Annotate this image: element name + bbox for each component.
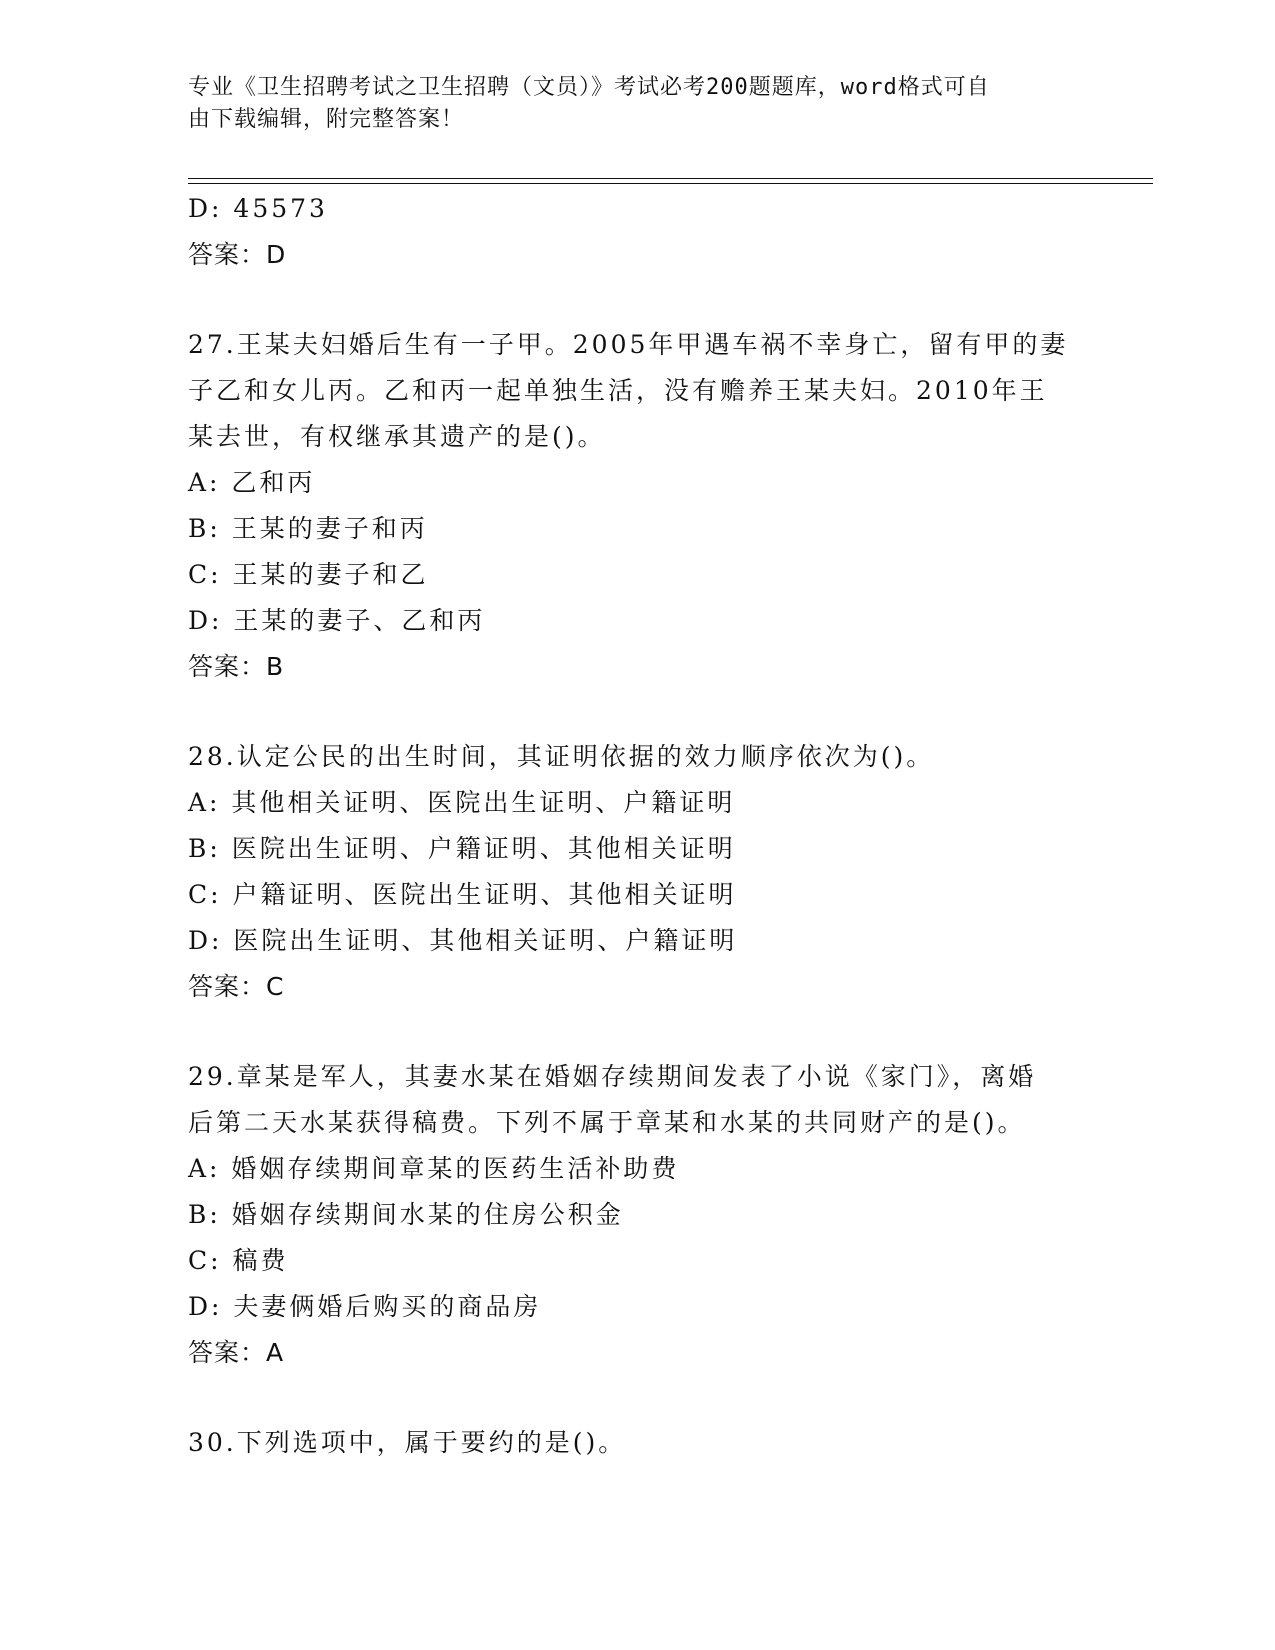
option-c: C: 户籍证明、医院出生证明、其他相关证明 xyxy=(188,880,737,909)
header-divider-bottom xyxy=(188,183,1153,184)
question-stem: 某去世，有权继承其遗产的是()。 xyxy=(188,422,606,451)
question-27 xyxy=(188,322,1088,690)
option-c: C: 王某的妻子和乙 xyxy=(188,560,429,589)
option-d: D: 王某的妻子、乙和丙 xyxy=(188,606,486,635)
option-c: C: 稿费 xyxy=(188,1246,289,1275)
option-b: B: 医院出生证明、户籍证明、其他相关证明 xyxy=(188,834,736,863)
question-stem: 子乙和女儿丙。乙和丙一起单独生活，没有赡养王某夫妇。2010年王 xyxy=(188,376,1048,405)
option-a: A: 其他相关证明、医院出生证明、户籍证明 xyxy=(188,788,736,817)
answer-line: 答案：D xyxy=(188,240,287,269)
previous-question-tail xyxy=(188,186,1088,278)
question-29 xyxy=(188,1054,1088,1376)
option-d: D: 医院出生证明、其他相关证明、户籍证明 xyxy=(188,926,738,955)
question-stem: 后第二天水某获得稿费。下列不属于章某和水某的共同财产的是()。 xyxy=(188,1108,1026,1137)
question-list xyxy=(188,186,1088,1466)
option-b: B: 王某的妻子和丙 xyxy=(188,514,428,543)
option-a: A: 乙和丙 xyxy=(188,468,316,497)
answer-line: 答案：B xyxy=(188,652,285,681)
question-stem: 30.下列选项中，属于要约的是()。 xyxy=(188,1428,627,1457)
question-28 xyxy=(188,734,1088,1010)
question-stem: 29.章某是军人，其妻水某在婚姻存续期间发表了小说《家门》，离婚 xyxy=(188,1062,1037,1091)
question-stem: 28.认定公民的出生时间，其证明依据的效力顺序依次为()。 xyxy=(188,742,935,771)
option-d: D: 夫妻俩婚后购买的商品房 xyxy=(188,1292,542,1321)
question-stem: 27.王某夫妇婚后生有一子甲。2005年甲遇车祸不幸身亡，留有甲的妻 xyxy=(188,330,1069,359)
option-a: A: 婚姻存续期间章某的医药生活补助费 xyxy=(188,1154,680,1183)
question-30 xyxy=(188,1420,1088,1466)
option-b: B: 婚姻存续期间水某的住房公积金 xyxy=(188,1200,624,1229)
answer-line: 答案：C xyxy=(188,972,285,1001)
page-header xyxy=(188,72,1088,136)
option-d: D: 45573 xyxy=(188,194,328,223)
header-line-1: 专业《卫生招聘考试之卫生招聘（文员）》考试必考200题题库，word格式可自 xyxy=(188,75,990,100)
answer-line: 答案：A xyxy=(188,1338,285,1367)
header-line-2: 由下载编辑，附完整答案！ xyxy=(188,107,465,132)
header-divider-top xyxy=(188,178,1153,179)
